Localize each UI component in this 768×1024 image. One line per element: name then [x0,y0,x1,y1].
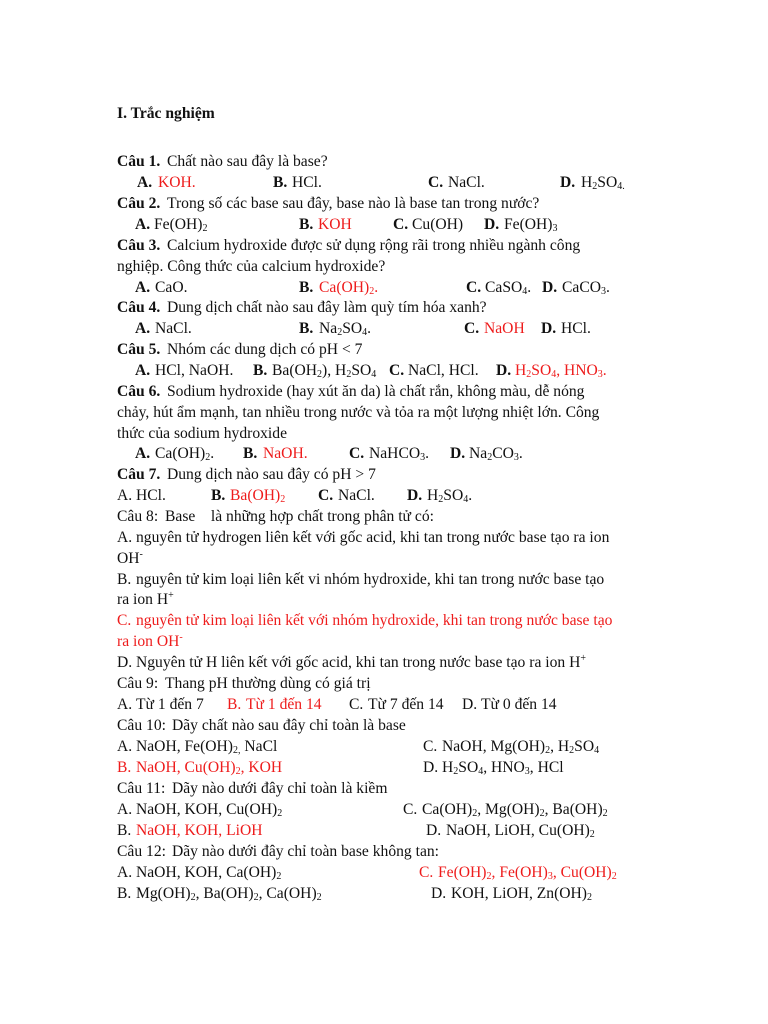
option-letter: C. [428,174,444,191]
question-text: Dung dịch nào sau đây có pH > 7 [167,466,376,483]
question-text: Chất nào sau đây là base? [167,153,328,170]
question-text: thức của sodium hydroxide [117,425,287,442]
option-letter: C. [349,696,364,713]
option-text: Từ 0 đến 14 [481,696,557,713]
question-8 [0,506,768,527]
option-letter: C. [419,864,434,881]
question-11-options-row2 [0,820,768,841]
question-12 [0,841,768,862]
question-5 [0,339,768,360]
option-letter: B. [299,279,314,296]
option-text: nguyên tử hydrogen liên kết với gốc acid, khi tan trong nước base tạo ra ion [136,529,610,546]
question-label: Câu 7. [117,466,161,483]
option-letter: A. [135,279,151,296]
option-text: Từ 7 đến 14 [368,696,444,713]
option-letter: C. [389,362,405,379]
option-text: HCl. [136,487,166,504]
option-letter: B. [117,885,132,902]
option-text: $Ca(OH)_2$, $Mg(OH)_2$, $Ba(OH)_2$ [422,801,608,819]
question-7 [0,464,768,485]
option-text: $Fe(OH)_3$ [504,216,558,234]
option-answer: KOH. [158,174,196,191]
option-text: $H_2SO_{4.}$ [581,174,625,192]
option-text: Từ 1 đến 7 [136,696,204,713]
option-letter: A. [117,487,133,504]
question-8-option-b-cont [0,589,768,610]
question-label: Câu 9: [117,675,159,692]
option-letter: B. [253,362,268,379]
question-8-option-d [0,652,768,673]
option-text: KOH, LiOH, $Zn(OH)_2$ [451,885,592,903]
option-letter: A. [117,529,133,546]
option-answer: NaOH, $Cu(OH)_2$, KOH [136,759,283,777]
question-label: Câu 6. [117,383,161,400]
option-answer: $Ba(OH)_2$ [230,487,286,505]
option-answer-cont: ra ion OH- [117,632,183,650]
question-7-options [0,485,768,506]
option-letter: A. [117,801,133,818]
option-letter: D. [423,759,439,776]
question-6-cont-2 [0,423,768,444]
question-label: Câu 10: [117,717,166,734]
question-text: Nhóm các dung dịch có pH < 7 [167,341,363,358]
option-letter: D. [450,445,466,462]
option-answer: $H_2SO_4$, $HNO_3$. [515,362,607,380]
option-text: $Fe(OH)_2$ [154,216,208,234]
option-answer: $Ca(OH)_2$. [319,279,379,297]
option-text-cont: OH- [117,549,143,567]
option-text: CaO. [155,279,188,296]
option-letter: C. [393,216,409,233]
option-letter: B. [299,320,314,337]
option-letter: B. [211,487,226,504]
option-text-cont: ra ion H+ [117,590,174,608]
question-3 [0,235,768,256]
option-text: $H_2SO_4$, $HNO_3$, HCl [442,759,564,777]
question-4 [0,297,768,318]
question-9-options [0,694,768,715]
question-12-options-row1 [0,862,768,883]
option-answer: $Fe(OH)_2$, $Fe(OH)_3$, $Cu(OH)_2$ [438,864,617,882]
option-answer: NaOH [484,320,525,337]
option-letter: D. [496,362,512,379]
question-text: nghiệp. Công thức của calcium hydroxide? [117,258,386,275]
option-letter: D. [431,885,447,902]
option-text: Nguyên tử H liên kết với gốc acid, khi tan trong nước base tạo ra ion H+ [136,653,586,671]
question-3-options [0,277,768,298]
question-10-options-row2 [0,757,768,778]
option-answer: KOH [318,216,352,233]
question-8-option-a-cont [0,548,768,569]
option-letter: A. [135,445,151,462]
question-11 [0,778,768,799]
option-text: NaOH, $Fe(OH)_{2,}$ NaCl [136,738,278,756]
option-text: NaOH, LiOH, $Cu(OH)_2$ [446,822,595,840]
option-letter: D. [560,174,576,191]
option-text: NaCl. [338,487,375,504]
option-letter: D. [407,487,423,504]
option-letter: D. [117,654,133,671]
option-letter: C. [117,612,132,629]
option-answer: Từ 1 đến 14 [246,696,322,713]
question-text: Trong số các base sau đây, base nào là base tan trong nước? [167,195,540,212]
option-text: HCl. [561,320,591,337]
option-letter: B. [117,571,132,588]
section-heading-line [0,103,768,124]
option-text: NaCl. [448,174,485,191]
option-letter: D. [462,696,478,713]
option-letter: C. [318,487,334,504]
option-text: $Na_2SO_4$. [319,320,372,338]
question-label: Câu 11: [117,780,166,797]
option-text: $H_2SO_4$. [427,487,473,505]
option-text: Cu(OH) [412,216,464,233]
question-8-option-b [0,569,768,590]
option-text: $Ba(OH_2)$, $H_2SO_4$ [272,362,377,380]
question-label: Câu 1. [117,153,161,170]
option-answer: NaOH, KOH, LiOH [136,822,263,839]
option-text: nguyên tử kim loại liên kết vi nhóm hydroxide, khi tan trong nước base tạo [136,571,605,588]
option-letter: B. [117,759,132,776]
question-text: Dung dịch chất nào sau đây làm quỳ tím hóa xanh? [167,299,487,316]
question-2 [0,193,768,214]
option-letter: C. [423,738,438,755]
question-text: Thang pH thường dùng có giá trị [165,675,371,692]
option-letter: D. [484,216,500,233]
option-letter: B. [117,822,132,839]
option-text: NaHCO$_3$. [369,445,430,463]
option-letter: A. [137,174,153,191]
question-label: Câu 4. [117,299,161,316]
option-answer: nguyên tử kim loại liên kết với nhóm hydroxide, khi tan trong nước base tạo [136,612,613,629]
question-8-option-c [0,610,768,631]
question-4-options [0,318,768,339]
option-text: CaCO$_3$. [562,279,610,297]
option-text: NaOH, KOH, $Cu(OH)_2$ [136,801,283,819]
option-letter: A. [117,864,133,881]
option-letter: D. [541,320,557,337]
option-letter: A. [135,362,151,379]
question-text: Dãy nào dưới đây chỉ toàn base không tan: [172,843,439,860]
question-6-options [0,443,768,464]
question-label: Câu 3. [117,237,161,254]
option-letter: A. [135,320,151,337]
question-1-options [0,172,768,193]
question-6-cont-1 [0,402,768,423]
question-2-options [0,214,768,235]
option-text: $Ca(OH)_2$. [155,445,215,463]
question-8-option-a [0,527,768,548]
question-text: chảy, hút ẩm mạnh, tan nhiều trong nước và tỏa ra một lượng nhiệt lớn. Công [117,404,600,421]
question-label: Câu 8: [117,508,159,525]
section-heading: I. Trắc nghiệm [117,105,215,122]
option-letter: C. [464,320,480,337]
option-text: NaOH, $Mg(OH)_2$, $H_2SO_4$ [442,738,600,756]
question-10-options-row1 [0,736,768,757]
option-letter: B. [227,696,242,713]
question-label: Câu 2. [117,195,161,212]
option-text: NaOH, KOH, $Ca(OH)_2$ [136,864,282,882]
option-letter: C. [466,279,482,296]
option-letter: B. [273,174,288,191]
option-answer: NaOH. [263,445,308,462]
question-10 [0,715,768,736]
option-letter: B. [299,216,314,233]
option-text: $Na_2CO_3$. [469,445,523,463]
question-text: Base là những hợp chất trong phân tử có: [165,508,434,525]
question-11-options-row1 [0,799,768,820]
option-letter: C. [349,445,365,462]
question-label: Câu 12: [117,843,166,860]
question-3-cont [0,256,768,277]
question-text: Dãy nào dưới đây chỉ toàn là kiềm [172,780,388,797]
option-text: HCl. [292,174,322,191]
option-letter: A. [117,738,133,755]
question-text: Sodium hydroxide (hay xút ăn da) là chất rắn, không màu, dễ nóng [167,383,585,400]
option-text: NaCl. [155,320,192,337]
option-letter: D. [542,279,558,296]
option-letter: C. [403,801,418,818]
option-text: NaCl, HCl. [408,362,479,379]
question-8-option-c-cont [0,631,768,652]
question-5-options [0,360,768,381]
option-letter: A. [135,216,151,233]
question-text: Dãy chất nào sau đây chỉ toàn là base [172,717,406,734]
question-6 [0,381,768,402]
question-label: Câu 5. [117,341,161,358]
question-9 [0,673,768,694]
option-letter: B. [243,445,258,462]
option-text: $Mg(OH)_2$, $Ba(OH)_2$, $Ca(OH)_2$ [136,885,322,903]
option-letter: D. [426,822,442,839]
option-text: CaSO$_4$. [485,279,532,297]
option-letter: A. [117,696,133,713]
question-1 [0,151,768,172]
question-text: Calcium hydroxide được sử dụng rộng rãi trong nhiều ngành công [167,237,581,254]
question-12-options-row2 [0,883,768,904]
option-text: HCl, NaOH. [155,362,234,379]
